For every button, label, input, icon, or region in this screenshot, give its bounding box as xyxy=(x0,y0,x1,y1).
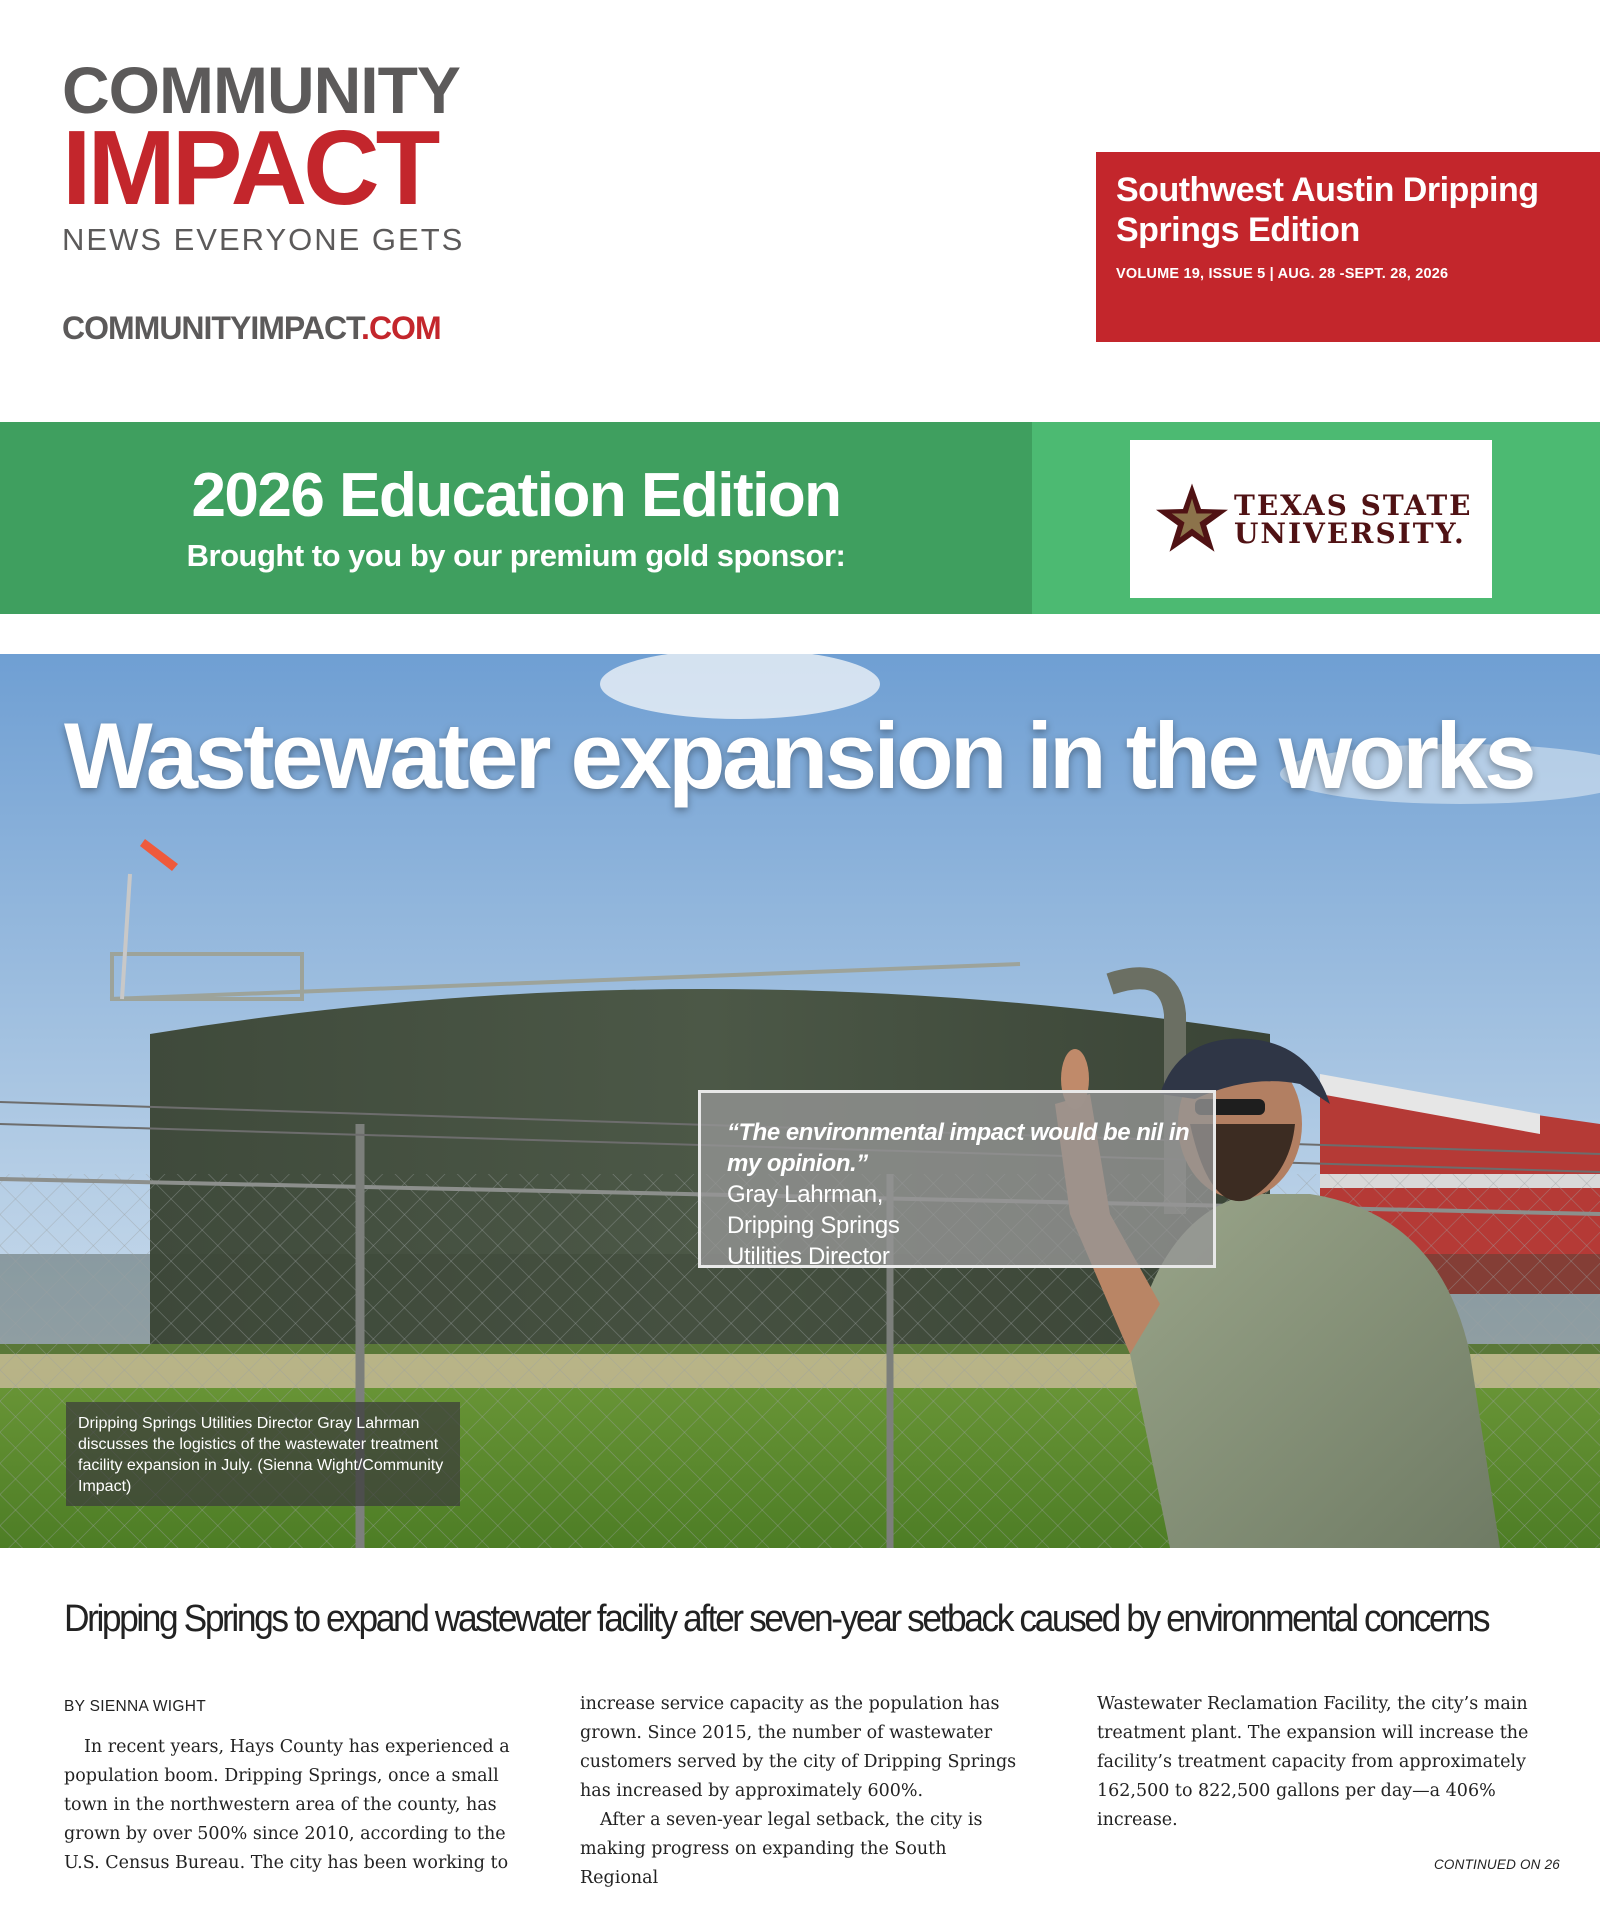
logo-impact-text: IMPACT xyxy=(62,109,437,227)
edition-box xyxy=(1096,152,1600,342)
logo-community-text: COMMUNITY xyxy=(62,53,460,127)
article-column-3 xyxy=(1097,1690,1543,1835)
sponsor-logo[interactable] xyxy=(1130,440,1492,598)
site-url-main: COMMUNITYIMPACT xyxy=(62,310,362,346)
sponsor-logo-line2: UNIVERSITY. xyxy=(1234,517,1466,550)
continued-on-link[interactable]: CONTINUED ON 26 xyxy=(1433,1857,1560,1872)
article-column-1 xyxy=(64,1692,510,1878)
star-icon xyxy=(1154,482,1230,554)
hero-photo xyxy=(0,654,1600,1548)
article-paragraph: In recent years, Hays County has experienced a population boom. Dripping Springs, once a small town in the northwestern area of the county, has grown by over 500% since 2010, according to the U.S. Census Bureau. The city has been working to xyxy=(64,1737,510,1873)
sponsor-band xyxy=(0,422,1600,614)
sponsor-title: 2026 Education Edition xyxy=(191,461,841,530)
hero-headline: Wastewater expansion in the works xyxy=(64,703,1534,808)
article-column-2 xyxy=(580,1690,1026,1893)
sponsor-logo-line1: TEXAS STATE xyxy=(1234,489,1473,522)
sponsor-logo-text xyxy=(1234,489,1473,550)
site-url-tld: .COM xyxy=(361,310,441,346)
article-paragraph: Wastewater Reclamation Facility, the city’s main treatment plant. The expansion will increase the facility’s treatment capacity from approximately 162,500 to 822,500 gallons per day—a 406% increase. xyxy=(1097,1694,1529,1830)
pull-quote-attr-title: Utilities Director xyxy=(727,1243,890,1270)
pull-quote-attr-city: Dripping Springs xyxy=(727,1212,900,1239)
logo-tagline: NEWS EVERYONE GETS xyxy=(62,222,465,257)
edition-title: Southwest Austin Dripping Springs Edition xyxy=(1116,171,1539,249)
edition-meta: VOLUME 19, ISSUE 5 | AUG. 28 -SEPT. 28, 2026 xyxy=(1116,266,1449,282)
site-url-link[interactable] xyxy=(62,310,441,347)
article-paragraph: increase service capacity as the population has grown. Since 2015, the number of wastewater customers served by the city of Dripping Springs has increased by approximately 600%. xyxy=(580,1694,1017,1801)
article-dek: Dripping Springs to expand wastewater facility after seven-year setback caused by environmental concerns xyxy=(64,1598,1489,1640)
pull-quote-attr-name: Gray Lahrman, xyxy=(727,1181,884,1208)
byline: BY SIENNA WIGHT xyxy=(64,1698,207,1715)
sponsor-subtitle: Brought to you by our premium gold sponsor: xyxy=(186,538,846,573)
community-impact-logo[interactable] xyxy=(62,53,492,258)
article-paragraph: After a seven-year legal setback, the city is making progress on expanding the South Regional xyxy=(580,1810,983,1888)
photo-caption: Dripping Springs Utilities Director Gray Lahrman discusses the logistics of the wastewater treatment facility expansion in July. (Sienna Wight/Community Impact) xyxy=(66,1402,460,1506)
pull-quote-text: “The environmental impact would be nil in my opinion.” xyxy=(727,1119,1190,1177)
pull-quote xyxy=(698,1090,1216,1268)
